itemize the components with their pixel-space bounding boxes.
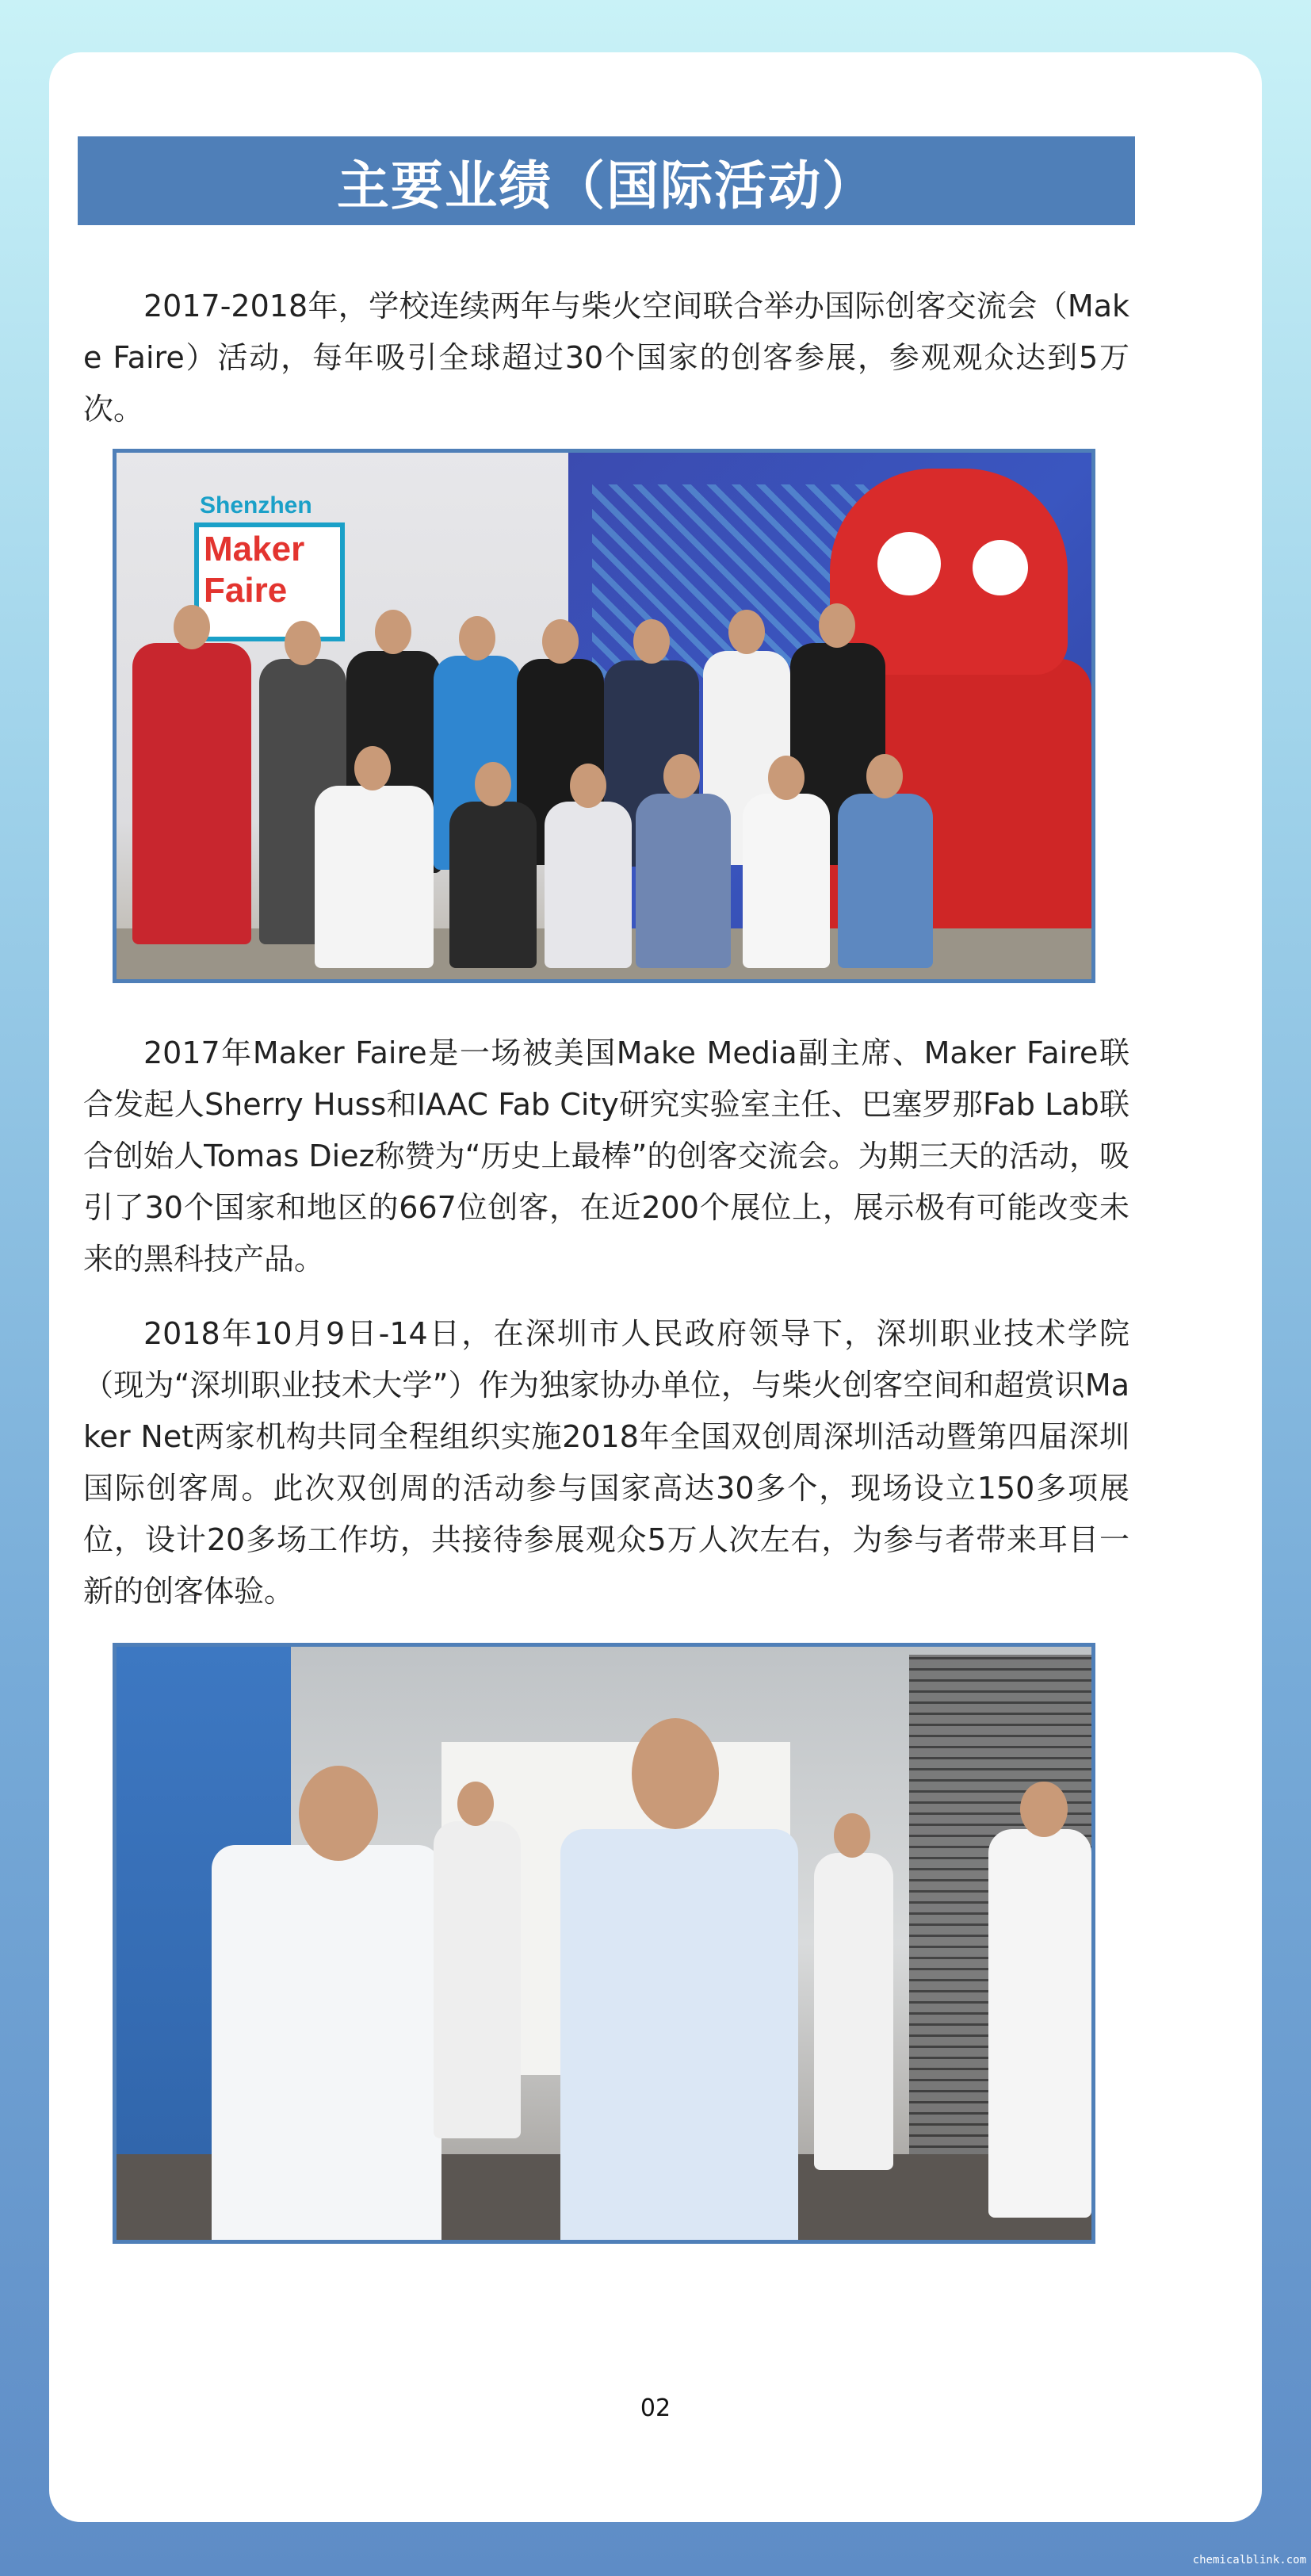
- person-head: [633, 619, 670, 664]
- person-head: [174, 605, 210, 649]
- watermark: chemicalblink.com: [1192, 2554, 1306, 2566]
- innovation-week-photo: [113, 1643, 1095, 2244]
- person-figure: [838, 794, 933, 968]
- person-head: [570, 764, 606, 808]
- person-head: [632, 1718, 719, 1829]
- person-head: [834, 1813, 870, 1858]
- person-figure: [988, 1829, 1091, 2218]
- paragraph-1: 2017-2018年，学校连续两年与柴火空间联合举办国际创客交流会（Make Faire）活动，每年吸引全球超过30个国家的创客参展，参观观众达到5万次。: [83, 289, 1129, 427]
- person-head: [866, 754, 903, 798]
- robot-eye-shape: [877, 532, 941, 595]
- person-head: [285, 621, 321, 665]
- person-head: [1020, 1782, 1068, 1837]
- person-head: [299, 1766, 378, 1861]
- person-figure: [449, 802, 537, 968]
- person-figure: [434, 1821, 521, 2138]
- person-head: [475, 762, 511, 806]
- person-head: [457, 1782, 494, 1826]
- person-head: [375, 610, 411, 654]
- person-head: [542, 619, 579, 664]
- person-figure: [636, 794, 731, 968]
- person-head: [663, 754, 700, 798]
- person-figure: [814, 1853, 893, 2170]
- person-figure: [132, 643, 251, 944]
- sign-shenzhen-text: Shenzhen: [200, 492, 312, 519]
- person-figure: [560, 1829, 798, 2244]
- section-title: 主要业绩（国际活动）: [78, 136, 1135, 225]
- person-figure: [545, 802, 632, 968]
- sign-faire-text: Faire: [204, 571, 288, 610]
- maker-faire-group-photo: [113, 449, 1095, 983]
- paragraph-2: 2017年Maker Faire是一场被美国Make Media副主席、Maker Faire联合发起人Sherry Huss和IAAC Fab City研究实验室主任、巴塞罗那Fab Lab联合创始人Tomas Diez称赞为“历史上最棒”的创客交流会。为期三天的活动，吸引了30个国家和地区的667位创客，在近200个展位上，展示极有可能改变未来的黑科技产品。: [83, 1035, 1129, 1277]
- person-head: [768, 756, 805, 800]
- robot-eye-shape: [973, 540, 1028, 595]
- paragraph-3: 2018年10月9日-14日，在深圳市人民政府领导下，深圳职业技术学院（现为“深圳职业技术大学”）作为独家协办单位，与柴火创客空间和超赏识Maker Net两家机构共同全程组织实施2018年全国双创周深圳活动暨第四届深圳国际创客周。此次双创周的活动参与国家高达30多个，现场设立150多项展位，设计20多场工作坊，共接待参展观众5万人次左右，为参与者带来耳目一新的创客体验。: [83, 1316, 1129, 1609]
- person-head: [459, 616, 495, 660]
- person-head: [728, 610, 765, 654]
- person-figure: [743, 794, 830, 968]
- person-head: [819, 603, 855, 648]
- person-figure: [315, 786, 434, 968]
- person-figure: [212, 1845, 441, 2244]
- page-number: 02: [640, 2394, 671, 2422]
- sign-maker-text: Maker: [204, 530, 305, 568]
- person-head: [354, 746, 391, 790]
